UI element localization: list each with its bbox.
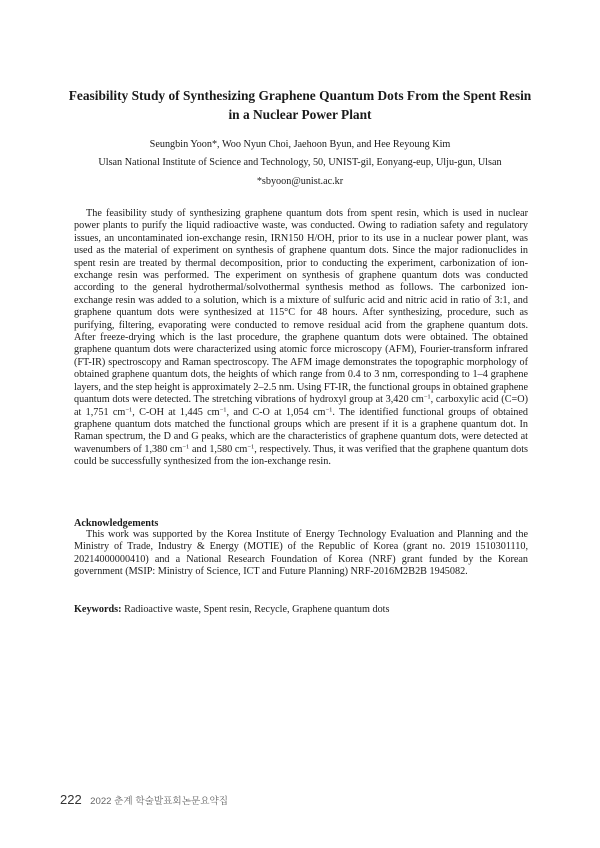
abstract-text: , carboxylic acid (C=O) at 1,751 cm [74, 394, 528, 418]
title-line-1: Feasibility Study of Synthesizing Graphene Quantum Dots From the Spent Resin [68, 88, 532, 103]
abstract-text: The feasibility study of synthesizing graphene quantum dots from spent resin, which is used in nuclear power plants to purify the liquid radioactive waste, was conducted. Owing to radiation safety and regulatory issues, an uncontaminated ion-exchange resin, IRN150 H/OH, prior to its use in a nuclear power plant, was used as the material of experiment on synthesis of graphene quantum dots. Since the major radionuclides in spent resin are treated by thermal decomposition, prior to conducting the experiment, carbonization of ion-exchange resin was performed. The experiment on synthesis of graphene quantum dots was conducted according to the general hydrothermal/solvothermal synthesis method as follows. The carbonized ion-exchange resin was added to a solution, which is a mixture of sulfuric acid and nitric acid in ratio of 3:1, and graphene quantum dots were synthesized at 115°C for 48 hours. After synthesizing, procedure, such as purifying, filtering, evaporating were conducted to remove residual acid from the graphene quantum dots. After freeze-drying which is the last procedure, the graphene quantum dots were obtained. The obtained graphene quantum dots were characterized using atomic force microscopy (AFM), Fourier-transform infrared (FT-IR) spectroscopy and Raman spectroscopy. The AFM image demonstrates the topographic morphology of obtained graphene quantum dots, the heights of which range from 0.4 to 3 nm, corresponding to 1–4 graphene layers, and the step height is approximately 2–2.5 nm. Using FT-IR, the functional groups in obtained graphene quantum dots were detected. The stretching vibrations of hydroxyl group at 3,420 cm [74, 208, 529, 406]
paper-title [60, 86, 540, 124]
affiliation: Ulsan National Institute of Science and Technology, 50, UNIST-gil, Eonyang-eup, Ulju-gun, Ulsan [98, 157, 502, 168]
contact-email[interactable]: *sbyoon@unist.ac.kr [256, 176, 344, 187]
abstract-body [74, 208, 528, 469]
page-footer [60, 791, 228, 809]
abstract-text: , and C-O at 1,054 cm [226, 406, 326, 418]
unit-exponent: −1 [325, 406, 333, 413]
abstract-text: and 1,580 cm [189, 443, 248, 455]
acknowledgements-heading: Acknowledgements [74, 518, 159, 529]
keywords-line [74, 603, 528, 616]
abstract-text: , respectively. Thus, it was verified that the graphene quantum dots could be successfully synthesized from the ion-exchange resin. [74, 443, 529, 468]
unit-exponent: −1 [423, 393, 431, 401]
keywords-label: Keywords: [74, 604, 122, 615]
journal-name: 2022 춘계 학술발표회논문요약집 [90, 796, 229, 807]
author-list: Seungbin Yoon*, Woo Nyun Choi, Jaehoon Byun, and Hee Reyoung Kim [149, 139, 451, 150]
unit-exponent: −1 [125, 406, 133, 413]
abstract-text: . The identified functional groups of obtained graphene quantum dots matched the functional groups which are present if it is a graphene quantum dot. In Raman spectrum, the D and G peaks, which are the characteristics of graphene quantum dots, were detected at wavenumbers of 1,380 cm [74, 406, 528, 455]
keywords-text: Radioactive waste, Spent resin, Recycle, Graphene quantum dots [121, 604, 390, 615]
abstract-text: , C-OH at 1,445 cm [132, 406, 220, 418]
unit-exponent: −1 [219, 406, 227, 413]
title-line-2: in a Nuclear Power Plant [228, 107, 372, 122]
page-number: 222 [60, 792, 82, 807]
acknowledgements-body: This work was supported by the Korea Institute of Energy Technology Evaluation and Planning and the Ministry of Trade, Industry & Energy (MOTIE) of the Republic of Korea (grant no. 2019 1510301110, 20214000000410) and a National Research Foundation of Korea (NRF) grant funded by the Korean government (MSIP: Ministry of Science, ICT and Future Planning) NRF-2016M2B2B 1945082. [74, 529, 528, 578]
unit-exponent: −1 [247, 443, 255, 451]
unit-exponent: −1 [182, 443, 190, 451]
